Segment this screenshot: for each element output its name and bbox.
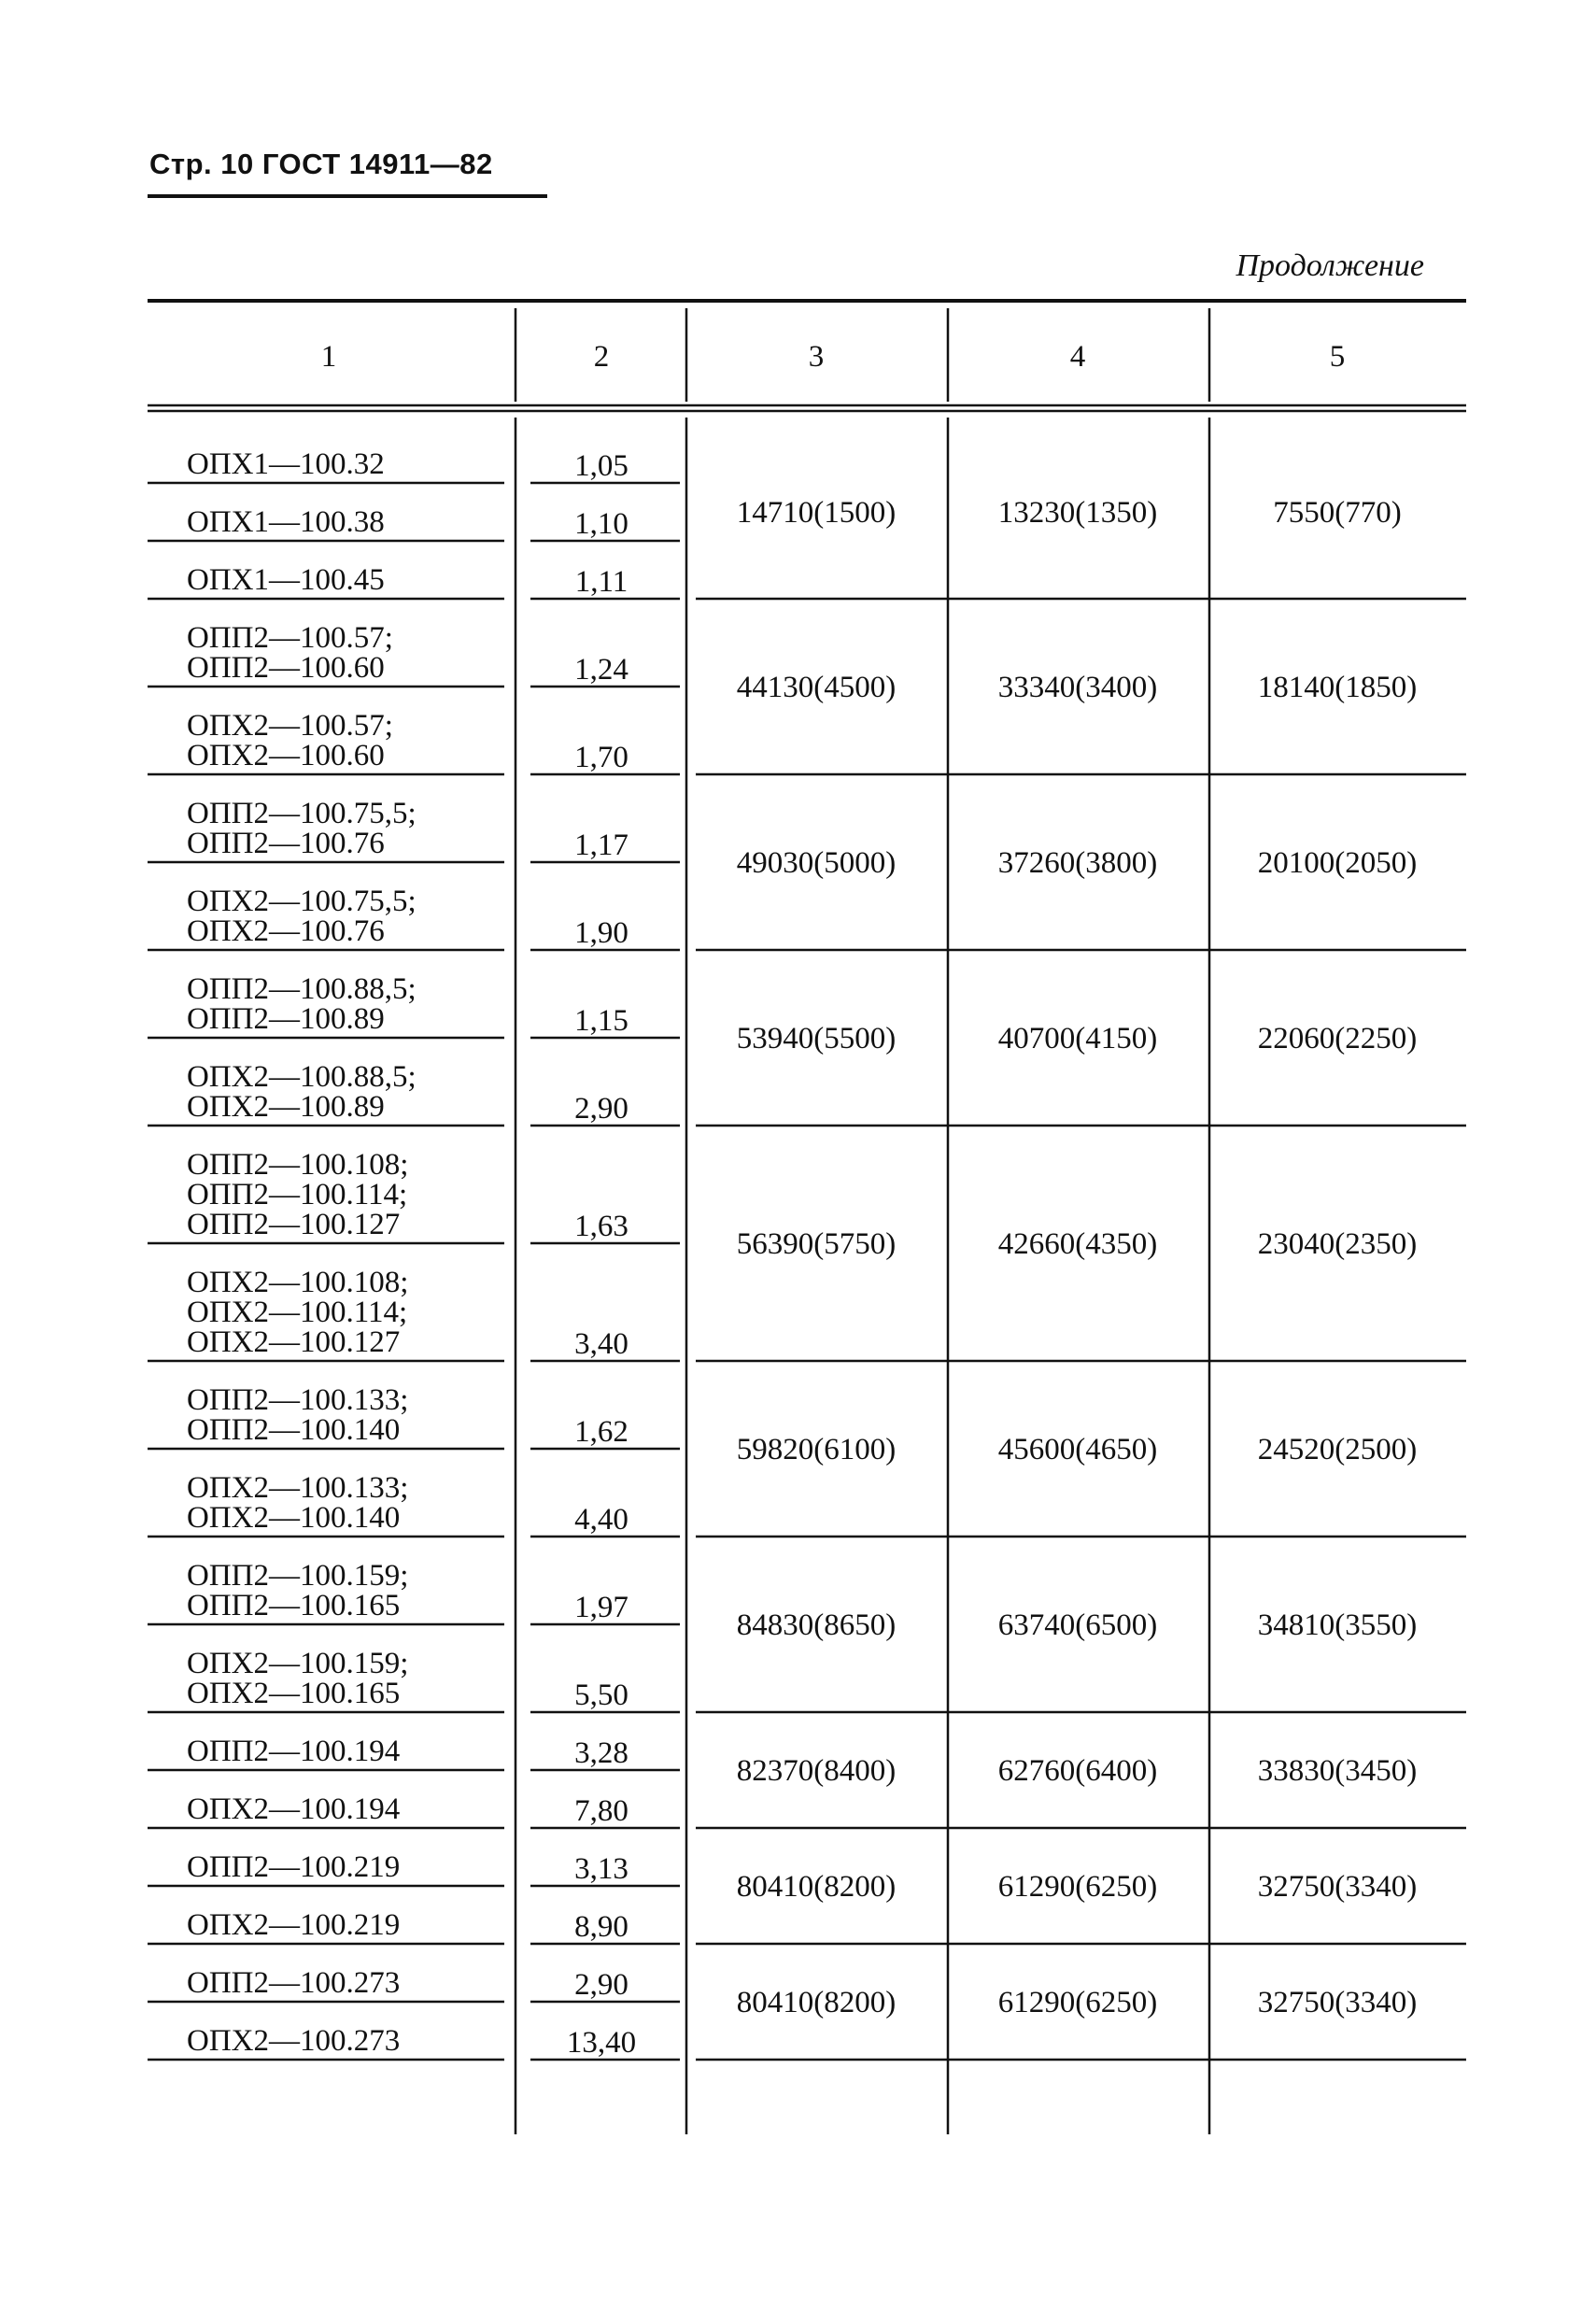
load-value-col3: 80410(8200) [736,1986,897,2019]
designation-text: ОПП2—100.88,5; [187,972,417,1006]
mass-value: 5,50 [574,1679,629,1712]
load-value-col3: 14710(1500) [736,496,897,530]
mass-value: 4,40 [574,1503,629,1537]
mass-value: 3,40 [574,1327,629,1361]
load-value-col5: 32750(3340) [1257,1870,1418,1904]
load-value-col4: 63740(6500) [997,1608,1158,1642]
column-number-3: 3 [808,340,825,374]
designation-text: ОПП2—100.194 [187,1735,401,1768]
load-value-col4: 40700(4150) [997,1022,1158,1055]
load-value-col3: 56390(5750) [736,1227,897,1261]
page-header: Стр. 10 ГОСТ 14911—82 [149,148,493,180]
load-value-col3: 84830(8650) [736,1608,897,1642]
mass-value: 2,90 [574,1968,629,2002]
mass-value: 3,28 [574,1736,629,1770]
designation-text: ОПП2—100.127 [187,1208,401,1241]
designation-text: ОПХ2—100.88,5; [187,1060,417,1094]
load-value-col4: 37260(3800) [997,846,1158,880]
mass-value: 13,40 [566,2026,637,2060]
load-value-col3: 44130(4500) [736,671,897,704]
mass-value: 3,13 [574,1852,629,1886]
mass-value: 1,17 [574,829,629,862]
load-value-col4: 61290(6250) [997,1986,1158,2019]
column-number-2: 2 [593,340,610,374]
designation-text: ОПХ2—100.89 [187,1090,385,1124]
mass-value: 1,05 [574,449,629,483]
load-value-col5: 18140(1850) [1257,671,1418,704]
load-value-col4: 61290(6250) [997,1870,1158,1904]
designation-text: ОПП2—100.57; [187,621,393,655]
designation-text: ОПХ2—100.219 [187,1908,401,1942]
designation-text: ОПП2—100.140 [187,1413,401,1447]
mass-value: 1,11 [574,565,629,599]
mass-value: 1,97 [574,1591,629,1624]
designation-text: ОПП2—100.108; [187,1148,409,1182]
designation-text: ОПХ2—100.140 [187,1501,401,1535]
load-value-col5: 20100(2050) [1257,846,1418,880]
column-number-4: 4 [1069,340,1086,374]
designation-text: ОПП2—100.159; [187,1559,409,1593]
designation-text: ОПП2—100.273 [187,1966,401,2000]
designation-text: ОПХ2—100.76 [187,914,385,948]
designation-text: ОПП2—100.75,5; [187,797,417,830]
mass-value: 7,80 [574,1794,629,1828]
mass-value: 2,90 [574,1092,629,1126]
column-number-1: 1 [320,340,337,374]
load-value-col3: 59820(6100) [736,1433,897,1466]
mass-value: 1,10 [574,507,629,541]
load-value-col4: 33340(3400) [997,671,1158,704]
designation-text: ОПХ2—100.133; [187,1471,409,1505]
designation-text: ОПП2—100.114; [187,1178,408,1211]
mass-value: 1,70 [574,741,629,774]
column-number-5: 5 [1329,340,1346,374]
load-value-col3: 80410(8200) [736,1870,897,1904]
load-value-col5: 7550(770) [1273,496,1402,530]
designation-text: ОПХ2—100.165 [187,1677,401,1710]
designation-text: ОПХ1—100.32 [187,447,385,481]
designation-text: ОПХ1—100.38 [187,505,385,539]
load-value-col5: 33830(3450) [1257,1754,1418,1788]
load-value-col3: 82370(8400) [736,1754,897,1788]
load-value-col5: 32750(3340) [1257,1986,1418,2019]
designation-text: ОПХ2—100.127 [187,1325,401,1359]
designation-text: ОПХ1—100.45 [187,563,385,597]
continuation-label: Продолжение [1236,248,1424,283]
load-value-col4: 62760(6400) [997,1754,1158,1788]
designation-text: ОПП2—100.165 [187,1589,401,1622]
designation-text: ОПП2—100.76 [187,827,385,860]
load-value-col5: 34810(3550) [1257,1608,1418,1642]
load-value-col3: 49030(5000) [736,846,897,880]
designation-text: ОПП2—100.133; [187,1383,409,1417]
mass-value: 1,90 [574,916,629,950]
load-value-col5: 22060(2250) [1257,1022,1418,1055]
designation-text: ОПП2—100.89 [187,1002,385,1036]
load-value-col5: 24520(2500) [1257,1433,1418,1466]
designation-text: ОПХ2—100.194 [187,1792,401,1826]
designation-text: ОПХ2—100.108; [187,1266,409,1299]
designation-text: ОПХ2—100.60 [187,739,385,772]
load-value-col4: 45600(4650) [997,1433,1158,1466]
load-value-col3: 53940(5500) [736,1022,897,1055]
designation-text: ОПХ2—100.159; [187,1647,409,1680]
mass-value: 1,15 [574,1004,629,1038]
designation-text: ОПП2—100.60 [187,651,385,685]
designation-text: ОПХ2—100.75,5; [187,885,417,918]
designation-text: ОПП2—100.219 [187,1850,401,1884]
load-value-col4: 42660(4350) [997,1227,1158,1261]
mass-value: 8,90 [574,1910,629,1944]
designation-text: ОПХ2—100.273 [187,2024,401,2058]
mass-value: 1,62 [574,1415,629,1449]
designation-text: ОПХ2—100.114; [187,1296,408,1329]
designation-text: ОПХ2—100.57; [187,709,393,743]
mass-value: 1,24 [574,653,629,687]
load-value-col4: 13230(1350) [997,496,1158,530]
mass-value: 1,63 [574,1210,629,1243]
load-value-col5: 23040(2350) [1257,1227,1418,1261]
